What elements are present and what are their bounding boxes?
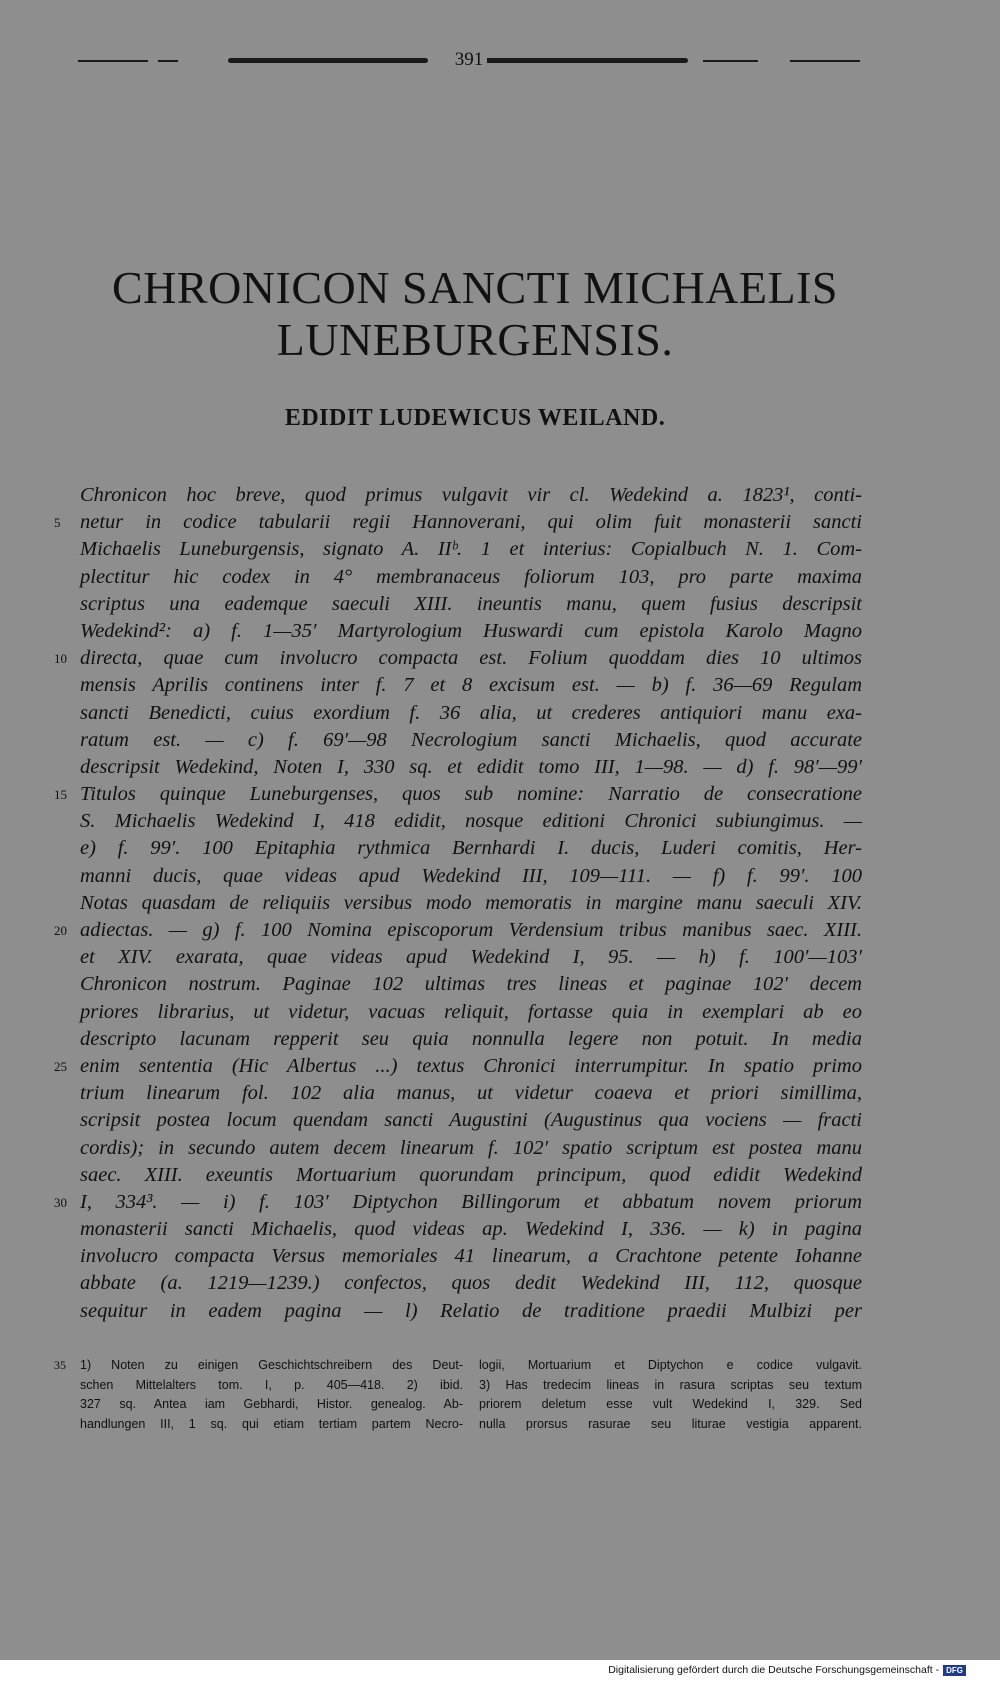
- text-line: [80, 1162, 862, 1189]
- page-header: [78, 46, 860, 76]
- text-line: [54, 645, 862, 672]
- text-line: [80, 754, 862, 781]
- footnote-line: schen Mittelalters tom. I, p. 405—418. 2) ibid.: [80, 1377, 463, 1392]
- text-line: [80, 808, 862, 835]
- line-text: plectitur hic codex in 4° membranaceus foliorum 103, pro parte maxima: [80, 565, 862, 588]
- line-text: e) f. 99′. 100 Epitaphia rythmica Bernhardi I. ducis, Luderi comitis, Her-: [80, 837, 862, 860]
- footnote-line: 3) Has tredecim lineas in rasura scriptas seu textum: [479, 1377, 862, 1392]
- title-line-1: CHRONICON SANCTI MICHAELIS: [111, 262, 839, 313]
- footnote-line: handlungen III, 1 sq. qui etiam tertiam partem Necro-: [80, 1416, 463, 1431]
- footnote-line-number: 35: [54, 1358, 66, 1372]
- line-text: adiectas. — g) f. 100 Nomina episcoporum Verdensium tribus manibus saec. XIII.: [80, 919, 862, 941]
- line-text: scriptus una eademque saeculi XIII. ineuntis manu, quem fusius descripsit: [80, 592, 862, 615]
- text-line: [80, 700, 862, 727]
- credit-text: Digitalisierung gefördert durch die Deutsche Forschungsgemeinschaft -: [608, 1664, 940, 1676]
- text-line: [80, 564, 862, 591]
- line-text: enim sententia (Hic Albertus ...) textus Chronici interrumpitur. In spatio primo: [80, 1054, 862, 1077]
- line-number: 30: [54, 1194, 67, 1210]
- line-text: priores librarius, ut videtur, vacuas reliquit, fortasse quia in exemplari ab eo: [80, 1000, 862, 1023]
- footnotes: [54, 1356, 862, 1434]
- line-text: Wedekind²: a) f. 1—35′ Martyrologium Huswardi cum epistola Karolo Magno: [80, 619, 862, 642]
- text-line: [80, 1135, 862, 1162]
- text-line: [80, 1270, 862, 1297]
- line-text: trium linearum fol. 102 alia manus, ut videtur coaeva et priori simillima,: [80, 1082, 862, 1105]
- text-line: [54, 1189, 862, 1216]
- footnote-line: nulla prorsus rasurae seu liturae vestigia apparent.: [479, 1416, 862, 1431]
- text-line: [80, 971, 862, 998]
- line-text: Chronicon hoc breve, quod primus vulgavit vir cl. Wedekind a. 1823¹, conti-: [80, 484, 862, 506]
- line-number: 10: [54, 651, 67, 667]
- introduction-text: [54, 482, 862, 1325]
- footnote-line: 327 sq. Antea iam Gebhardi, Histor. genealog. Ab-: [80, 1397, 463, 1411]
- line-number: 15: [54, 787, 67, 803]
- line-text: et XIV. exarata, quae videas apud Wedekind I, 95. — h) f. 100′—103′: [80, 946, 862, 969]
- line-text: descripto lacunam repperit seu quia nonnulla legere non potuit. In media: [80, 1027, 862, 1050]
- text-line: [80, 536, 862, 563]
- text-line: [54, 781, 862, 808]
- line-text: netur in codice tabularii regii Hannoverani, qui olim fuit monasterii sancti: [80, 511, 862, 534]
- line-text: manni ducis, quae videas apud Wedekind III, 109—111. — f) f. 99′. 100: [80, 864, 862, 887]
- editor-line: EDIDIT LUDEWICUS WEILAND.: [284, 405, 666, 431]
- line-text: abbate (a. 1219—1239.) confectos, quos dedit Wedekind III, 112, quosque: [80, 1272, 862, 1295]
- text-line: [80, 1026, 862, 1053]
- dfg-logo: DFG: [943, 1665, 966, 1676]
- text-line: [80, 1107, 862, 1134]
- text-line: [80, 1298, 862, 1325]
- text-line: [54, 509, 862, 536]
- footnotes-left-column: [54, 1356, 463, 1434]
- text-line: [80, 1243, 862, 1270]
- page-number: 391: [78, 46, 860, 74]
- text-line: [80, 890, 862, 917]
- text-line: [80, 618, 862, 645]
- line-text: S. Michaelis Wedekind I, 418 edidit, nosque editioni Chronici subiungimus. —: [80, 810, 862, 833]
- footnotes-right-column: [479, 1356, 862, 1434]
- line-number: 5: [54, 515, 61, 531]
- text-line: [80, 482, 862, 509]
- footnote-line: priorem deletum esse vult Wedekind I, 329. Sed: [479, 1397, 862, 1411]
- text-line: [54, 1053, 862, 1080]
- line-text: ratum est. — c) f. 69′—98 Necrologium sancti Michaelis, quod accurate: [80, 728, 862, 751]
- line-text: mensis Aprilis continens inter f. 7 et 8 excisum est. — b) f. 36—69 Regulam: [80, 674, 862, 697]
- line-text: monasterii sancti Michaelis, quod videas ap. Wedekind I, 336. — k) in pagina: [80, 1218, 862, 1241]
- line-text: Michaelis Luneburgensis, signato A. IIᵇ. 1 et interius: Copialbuch N. 1. Com-: [80, 538, 862, 561]
- line-text: Notas quasdam de reliquiis versibus modo memoratis in margine manu saeculi XIV.: [80, 891, 862, 914]
- line-text: directa, quae cum involucro compacta est. Folium quoddam dies 10 ultimos: [80, 647, 862, 670]
- footnote-line: 1) Noten zu einigen Geschichtschreibern des Deut-: [80, 1358, 463, 1372]
- text-line: [80, 1216, 862, 1243]
- line-text: sequitur in eadem pagina — l) Relatio de traditione praedii Mulbizi per: [80, 1299, 862, 1322]
- line-text: descripsit Wedekind, Noten I, 330 sq. et edidit tomo III, 1—98. — d) f. 98′—99′: [80, 755, 862, 778]
- line-text: saec. XIII. exeuntis Mortuarium quorundam principum, quod edidit Wedekind: [80, 1163, 862, 1186]
- text-line: [80, 835, 862, 862]
- digitization-credit: [608, 1664, 966, 1676]
- text-line: [80, 1080, 862, 1107]
- text-line: [80, 944, 862, 971]
- text-line: [80, 863, 862, 890]
- text-line: [54, 917, 862, 944]
- chronicle-title: [60, 262, 890, 366]
- title-line-2: LUNEBURGENSIS.: [276, 314, 674, 365]
- line-text: Titulos quinque Luneburgenses, quos sub nomine: Narratio de consecratione: [80, 783, 862, 806]
- line-text: Chronicon nostrum. Paginae 102 ultimas tres lineas et paginae 102′ decem: [80, 973, 862, 996]
- line-text: involucro compacta Versus memoriales 41 linearum, a Crachtone petente Iohanne: [80, 1245, 862, 1268]
- line-text: cordis); in secundo autem decem linearum f. 102′ spatio scriptum est postea manu: [80, 1136, 862, 1159]
- text-line: [80, 672, 862, 699]
- text-line: [80, 591, 862, 618]
- line-text: I, 334³. — i) f. 103′ Diptychon Billingorum et abbatum novem priorum: [80, 1190, 862, 1213]
- line-number: 25: [54, 1058, 67, 1074]
- footnote-line: logii, Mortuarium et Diptychon e codice vulgavit.: [479, 1358, 862, 1372]
- text-line: [80, 727, 862, 754]
- line-text: sancti Benedicti, cuius exordium f. 36 alia, ut crederes antiquiori manu exa-: [80, 701, 862, 724]
- line-number: 20: [54, 923, 67, 938]
- text-line: [80, 999, 862, 1026]
- line-text: scripsit postea locum quendam sancti Augustini (Augustinus qua vociens — fracti: [80, 1109, 862, 1132]
